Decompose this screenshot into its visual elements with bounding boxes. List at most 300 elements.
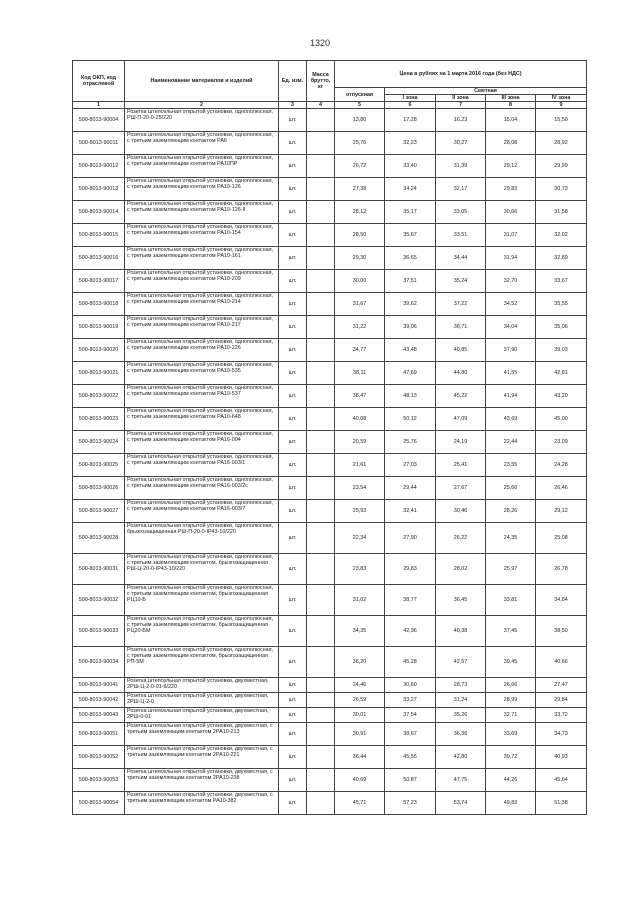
header-code: Код ОКП, код отраслевой: [73, 61, 125, 102]
table-cell-zone4-price: 45,00: [536, 408, 587, 431]
table-cell-zone2-price: 53,74: [436, 792, 486, 815]
table-cell-code: 500-8013-90011: [73, 132, 125, 155]
table-cell-name: Розетка штепсельная открытой установки, однополюсная, с третьим заземляющим контактом, брызгозащищенная РЦ10-Б: [125, 585, 279, 616]
table-cell-zone3-price: 37,45: [486, 616, 536, 647]
table-cell-code: 500-8013-90053: [73, 769, 125, 792]
table-cell-zone4-price: 26,78: [536, 554, 587, 585]
header-zone2: II зона: [436, 95, 486, 102]
table-row: [73, 362, 587, 385]
table-cell-zone4-price: 29,99: [536, 155, 587, 178]
table-cell-zone4-price: 45,64: [536, 769, 587, 792]
table-cell-zone2-price: 40,85: [436, 339, 486, 362]
table-cell-zone1-price: 45,28: [385, 647, 436, 678]
table-cell-zone4-price: 35,55: [536, 293, 587, 316]
table-cell-mass: [307, 293, 335, 316]
table-cell-unit: шт.: [279, 554, 307, 585]
table-cell-zone2-price: 45,22: [436, 385, 486, 408]
table-cell-code: 500-8013-90028: [73, 523, 125, 554]
table-cell-zone1-price: 29,83: [385, 554, 436, 585]
table-row: [73, 385, 587, 408]
table-cell-zone1-price: 29,44: [385, 477, 436, 500]
table-cell-zone4-price: 23,09: [536, 431, 587, 454]
table-cell-zone4-price: 33,72: [536, 708, 587, 723]
table-cell-release-price: 31,22: [335, 316, 385, 339]
table-cell-code: 500-8013-90054: [73, 792, 125, 815]
table-cell-mass: [307, 109, 335, 132]
table-row: [73, 247, 587, 270]
table-cell-code: 500-8013-90042: [73, 693, 125, 708]
table-cell-zone3-price: 28,26: [486, 500, 536, 523]
table-cell-mass: [307, 500, 335, 523]
table-cell-name: Розетка штепсельная открытой установки, однополюсная, с третьим заземляющим контактом РА6: [125, 132, 279, 155]
table-cell-release-price: 25,93: [335, 500, 385, 523]
table-cell-zone2-price: 47,75: [436, 769, 486, 792]
table-cell-zone4-price: 43,20: [536, 385, 587, 408]
table-cell-zone1-price: 17,28: [385, 109, 436, 132]
table-cell-name: Розетка штепсельная открытой установки, однополюсная, с третьим заземляющим контактом РА16-003/1: [125, 454, 279, 477]
table-cell-release-price: 30,01: [335, 708, 385, 723]
table-cell-release-price: 28,50: [335, 224, 385, 247]
table-cell-zone1-price: 45,55: [385, 746, 436, 769]
table-cell-mass: [307, 201, 335, 224]
table-cell-code: 500-8013-90012: [73, 155, 125, 178]
table-cell-unit: шт.: [279, 109, 307, 132]
table-row: [73, 554, 587, 585]
table-cell-release-price: 23,54: [335, 477, 385, 500]
table-cell-mass: [307, 454, 335, 477]
table-cell-mass: [307, 523, 335, 554]
table-cell-code: 500-8013-90023: [73, 408, 125, 431]
table-cell-unit: шт.: [279, 454, 307, 477]
table-cell-code: 500-8013-90015: [73, 224, 125, 247]
table-cell-zone2-price: 42,80: [436, 746, 486, 769]
table-cell-mass: [307, 408, 335, 431]
table-row: [73, 132, 587, 155]
table-cell-zone2-price: 33,05: [436, 201, 486, 224]
table-cell-mass: [307, 270, 335, 293]
header-zone4: IV зона: [536, 95, 587, 102]
table-cell-zone3-price: 34,04: [486, 316, 536, 339]
price-table: [72, 60, 587, 815]
header-name: Наименование материалов и изделий: [125, 61, 279, 102]
col-number: 3: [279, 102, 307, 109]
table-cell-mass: [307, 224, 335, 247]
header-zone1: I зона: [385, 95, 436, 102]
table-cell-name: Розетка штепсельная открытой установки, однополюсная, с третьим заземляющим контактом РА10-161: [125, 247, 279, 270]
header-estimate: Сметная: [385, 88, 587, 95]
table-cell-zone4-price: 32,02: [536, 224, 587, 247]
table-cell-unit: шт.: [279, 647, 307, 678]
table-cell-zone2-price: 36,71: [436, 316, 486, 339]
table-cell-zone1-price: 25,76: [385, 431, 436, 454]
table-cell-zone4-price: 29,84: [536, 693, 587, 708]
table-cell-zone1-price: 48,13: [385, 385, 436, 408]
table-cell-zone3-price: 34,52: [486, 293, 536, 316]
table-cell-unit: шт.: [279, 316, 307, 339]
table-cell-zone3-price: 23,55: [486, 454, 536, 477]
table-cell-zone4-price: 24,28: [536, 454, 587, 477]
table-row: [73, 769, 587, 792]
table-cell-mass: [307, 678, 335, 693]
table-cell-release-price: 22,34: [335, 523, 385, 554]
table-cell-zone4-price: 42,81: [536, 362, 587, 385]
col-number: 1: [73, 102, 125, 109]
table-cell-unit: шт.: [279, 201, 307, 224]
table-cell-release-price: 31,02: [335, 585, 385, 616]
table-row: [73, 293, 587, 316]
table-cell-mass: [307, 616, 335, 647]
table-cell-zone3-price: 33,81: [486, 585, 536, 616]
table-cell-zone2-price: 24,19: [436, 431, 486, 454]
table-cell-code: 500-8013-90041: [73, 678, 125, 693]
table-cell-release-price: 38,47: [335, 385, 385, 408]
table-cell-release-price: 20,59: [335, 431, 385, 454]
col-number: 2: [125, 102, 279, 109]
table-row: [73, 109, 587, 132]
table-cell-name: Розетка штепсельная открытой установки, однополюсная, с третьим заземляющим контактом РА10-214: [125, 293, 279, 316]
table-cell-release-price: 24,46: [335, 678, 385, 693]
table-cell-zone2-price: 30,46: [436, 500, 486, 523]
table-cell-zone1-price: 27,03: [385, 454, 436, 477]
table-cell-zone1-price: 33,40: [385, 155, 436, 178]
page-number: 1320: [309, 38, 331, 48]
table-cell-code: 500-8013-90032: [73, 585, 125, 616]
table-cell-unit: шт.: [279, 132, 307, 155]
table-cell-zone3-price: 33,69: [486, 723, 536, 746]
table-cell-zone4-price: 35,06: [536, 316, 587, 339]
table-row: [73, 678, 587, 693]
table-cell-mass: [307, 647, 335, 678]
table-cell-name: Розетка штепсельная открытой установки, двухместная, с третьим заземляющим контактом РА10-382: [125, 792, 279, 815]
table-cell-zone3-price: 28,08: [486, 132, 536, 155]
table-cell-unit: шт.: [279, 178, 307, 201]
table-cell-zone3-price: 43,69: [486, 408, 536, 431]
table-row: [73, 616, 587, 647]
table-row: [73, 585, 587, 616]
table-row: [73, 477, 587, 500]
table-cell-release-price: 45,71: [335, 792, 385, 815]
table-cell-zone4-price: 32,89: [536, 247, 587, 270]
table-cell-zone1-price: 50,12: [385, 408, 436, 431]
table-cell-zone3-price: 37,90: [486, 339, 536, 362]
table-cell-mass: [307, 585, 335, 616]
table-cell-zone2-price: 31,39: [436, 155, 486, 178]
table-cell-unit: шт.: [279, 678, 307, 693]
table-cell-unit: шт.: [279, 155, 307, 178]
table-cell-name: Розетка штепсельная открытой установки, двухместная, с третьим заземляющим контактом 2РА10-221: [125, 746, 279, 769]
table-cell-code: 500-8013-90004: [73, 109, 125, 132]
table-cell-unit: шт.: [279, 408, 307, 431]
table-cell-zone4-price: 15,50: [536, 109, 587, 132]
table-cell-unit: шт.: [279, 746, 307, 769]
table-cell-mass: [307, 792, 335, 815]
table-row: [73, 746, 587, 769]
table-cell-name: Розетка штепсельная открытой установки, однополюсная, РШ-П-20-0-25/220: [125, 109, 279, 132]
table-row: [73, 723, 587, 746]
table-cell-zone2-price: 34,44: [436, 247, 486, 270]
table-cell-zone1-price: 32,23: [385, 132, 436, 155]
table-cell-release-price: 26,72: [335, 155, 385, 178]
table-cell-zone4-price: 31,58: [536, 201, 587, 224]
table-cell-zone2-price: 35,26: [436, 708, 486, 723]
table-row: [73, 178, 587, 201]
table-cell-unit: шт.: [279, 385, 307, 408]
table-cell-zone2-price: 42,57: [436, 647, 486, 678]
table-cell-unit: шт.: [279, 247, 307, 270]
col-number: 4: [307, 102, 335, 109]
table-cell-code: 500-8013-90018: [73, 293, 125, 316]
table-cell-zone2-price: 26,22: [436, 523, 486, 554]
table-cell-zone3-price: 39,72: [486, 746, 536, 769]
table-cell-name: Розетка штепсельная открытой установки, однополюсная, с третьим заземляющим контактом РА10-209: [125, 270, 279, 293]
table-cell-zone1-price: 38,77: [385, 585, 436, 616]
table-row: [73, 708, 587, 723]
table-cell-zone3-price: 22,44: [486, 431, 536, 454]
table-cell-zone3-price: 31,07: [486, 224, 536, 247]
table-cell-zone2-price: 30,27: [436, 132, 486, 155]
table-cell-release-price: 30,00: [335, 270, 385, 293]
table-cell-name: Розетка штепсельная открытой установки, однополюсная, с третьим заземляющим контактом РА16-003/7: [125, 500, 279, 523]
table-cell-zone2-price: 36,36: [436, 723, 486, 746]
table-cell-zone2-price: 25,41: [436, 454, 486, 477]
table-cell-unit: шт.: [279, 585, 307, 616]
table-cell-name: Розетка штепсельная открытой установки, двухместная, 2РШ-0-01: [125, 708, 279, 723]
table-cell-zone1-price: 37,51: [385, 270, 436, 293]
table-cell-name: Розетка штепсельная открытой установки, двухместная, 2РШ-Ц-2-0-01-6/220: [125, 678, 279, 693]
table-row: [73, 792, 587, 815]
table-cell-code: 500-8013-90034: [73, 647, 125, 678]
table-cell-name: Розетка штепсельная открытой установки, однополюсная, с третьим заземляющим контактом РА10-226: [125, 339, 279, 362]
table-cell-name: Розетка штепсельная открытой установки, двухместная, 2РШ-Ц-2-0: [125, 693, 279, 708]
table-cell-name: Розетка штепсельная открытой установки, однополюсная, с третьим заземляющим контактом РА10ПР: [125, 155, 279, 178]
table-cell-release-price: 21,61: [335, 454, 385, 477]
table-row: [73, 408, 587, 431]
table-row: [73, 316, 587, 339]
table-cell-zone3-price: 15,04: [486, 109, 536, 132]
table-cell-zone4-price: 30,73: [536, 178, 587, 201]
table-cell-code: 500-8013-90033: [73, 616, 125, 647]
table-row: [73, 454, 587, 477]
table-cell-unit: шт.: [279, 224, 307, 247]
table-cell-name: Розетка штепсельная открытой установки, однополюсная, с третьим заземляющим контактом, брызгозащищенная РП-5М: [125, 647, 279, 678]
table-cell-release-price: 40,08: [335, 408, 385, 431]
table-cell-unit: шт.: [279, 431, 307, 454]
col-number: 9: [536, 102, 587, 109]
table-row: [73, 339, 587, 362]
table-cell-unit: шт.: [279, 270, 307, 293]
table-cell-zone4-price: 25,08: [536, 523, 587, 554]
table-cell-unit: шт.: [279, 723, 307, 746]
table-cell-zone1-price: 35,67: [385, 224, 436, 247]
table-cell-zone1-price: 34,24: [385, 178, 436, 201]
table-cell-release-price: 25,76: [335, 132, 385, 155]
table-cell-name: Розетка штепсельная открытой установки, однополюсная, с третьим заземляющим контактом РА16-004: [125, 431, 279, 454]
table-cell-code: 500-8013-90013: [73, 178, 125, 201]
col-number: 8: [486, 102, 536, 109]
table-cell-zone1-price: 32,41: [385, 500, 436, 523]
table-cell-zone2-price: 31,24: [436, 693, 486, 708]
table-cell-zone4-price: 27,47: [536, 678, 587, 693]
table-cell-zone1-price: 50,87: [385, 769, 436, 792]
table-cell-zone2-price: 37,22: [436, 293, 486, 316]
table-cell-zone4-price: 26,46: [536, 477, 587, 500]
table-cell-mass: [307, 339, 335, 362]
table-cell-zone4-price: 34,84: [536, 585, 587, 616]
table-cell-code: 500-8013-90022: [73, 385, 125, 408]
header-unit: Ед. изм.: [279, 61, 307, 102]
table-cell-zone1-price: 36,65: [385, 247, 436, 270]
table-row: [73, 155, 587, 178]
table-cell-mass: [307, 247, 335, 270]
table-cell-zone4-price: 39,03: [536, 339, 587, 362]
table-cell-release-price: 38,11: [335, 362, 385, 385]
table-cell-code: 500-8013-90016: [73, 247, 125, 270]
table-cell-mass: [307, 178, 335, 201]
table-cell-zone2-price: 47,09: [436, 408, 486, 431]
table-cell-mass: [307, 477, 335, 500]
table-cell-zone4-price: 51,38: [536, 792, 587, 815]
table-cell-code: 500-8013-90021: [73, 362, 125, 385]
table-cell-zone4-price: 34,73: [536, 723, 587, 746]
table-cell-zone2-price: 40,38: [436, 616, 486, 647]
table-row: [73, 431, 587, 454]
table-row: [73, 523, 587, 554]
table-cell-name: Розетка штепсельная открытой установки, однополюсная, с третьим заземляющим контактом РА16-003/2с: [125, 477, 279, 500]
table-cell-zone2-price: 28,02: [436, 554, 486, 585]
table-cell-release-price: 36,44: [335, 746, 385, 769]
table-cell-zone3-price: 25,97: [486, 554, 536, 585]
table-cell-zone4-price: 29,12: [536, 500, 587, 523]
col-number: 6: [385, 102, 436, 109]
table-cell-zone1-price: 27,90: [385, 523, 436, 554]
table-cell-zone2-price: 32,17: [436, 178, 486, 201]
table-cell-code: 500-8013-90014: [73, 201, 125, 224]
table-cell-mass: [307, 431, 335, 454]
table-cell-zone2-price: 33,51: [436, 224, 486, 247]
table-cell-mass: [307, 708, 335, 723]
table-cell-zone4-price: 40,66: [536, 647, 587, 678]
table-cell-zone2-price: 35,24: [436, 270, 486, 293]
table-cell-zone4-price: 40,93: [536, 746, 587, 769]
table-cell-release-price: 23,83: [335, 554, 385, 585]
table-cell-zone2-price: 36,45: [436, 585, 486, 616]
table-row: [73, 647, 587, 678]
table-cell-zone1-price: 42,96: [385, 616, 436, 647]
table-cell-unit: шт.: [279, 362, 307, 385]
table-cell-zone1-price: 38,67: [385, 723, 436, 746]
col-number: 5: [335, 102, 385, 109]
table-cell-release-price: 34,77: [335, 339, 385, 362]
table-cell-code: 500-8013-90026: [73, 477, 125, 500]
table-cell-zone1-price: 37,54: [385, 708, 436, 723]
table-row: [73, 500, 587, 523]
table-cell-unit: шт.: [279, 769, 307, 792]
table-cell-mass: [307, 746, 335, 769]
table-cell-unit: шт.: [279, 708, 307, 723]
table-cell-zone2-price: 16,23: [436, 109, 486, 132]
table-cell-unit: шт.: [279, 339, 307, 362]
table-cell-zone3-price: 41,94: [486, 385, 536, 408]
table-cell-release-price: 13,80: [335, 109, 385, 132]
table-cell-code: 500-8013-90020: [73, 339, 125, 362]
table-cell-zone3-price: 24,35: [486, 523, 536, 554]
table-row: [73, 201, 587, 224]
table-cell-zone3-price: 32,70: [486, 270, 536, 293]
table-cell-unit: шт.: [279, 616, 307, 647]
table-cell-code: 500-8013-90024: [73, 431, 125, 454]
table-cell-mass: [307, 693, 335, 708]
table-cell-unit: шт.: [279, 792, 307, 815]
table-cell-mass: [307, 155, 335, 178]
table-cell-release-price: 36,20: [335, 647, 385, 678]
table-cell-name: Розетка штепсельная открытой установки, однополюсная, с третьим заземляющим контактом РА10-537: [125, 385, 279, 408]
table-cell-code: 500-8013-90043: [73, 708, 125, 723]
table-cell-name: Розетка штепсельная открытой установки, однополюсная, с третьим заземляющим контактом РА10-154: [125, 224, 279, 247]
table-cell-zone1-price: 39,06: [385, 316, 436, 339]
table-cell-code: 500-8013-90025: [73, 454, 125, 477]
table-cell-zone3-price: 44,26: [486, 769, 536, 792]
table-cell-zone1-price: 47,69: [385, 362, 436, 385]
table-cell-mass: [307, 362, 335, 385]
table-cell-zone1-price: 30,60: [385, 678, 436, 693]
table-cell-release-price: 29,30: [335, 247, 385, 270]
table-cell-code: 500-8013-90051: [73, 723, 125, 746]
table-cell-name: Розетка штепсельная открытой установки, однополюсная, с третьим заземляющим контактом, брызгозащищенная РШ-Ц-20-0-IP43-10/220: [125, 554, 279, 585]
table-cell-code: 500-8013-90031: [73, 554, 125, 585]
table-cell-release-price: 26,59: [335, 693, 385, 708]
header-mass: Масса брутто, кг: [307, 61, 335, 102]
table-cell-zone3-price: 49,83: [486, 792, 536, 815]
table-cell-code: 500-8013-90052: [73, 746, 125, 769]
table-row: [73, 270, 587, 293]
table-cell-unit: шт.: [279, 500, 307, 523]
table-cell-name: Розетка штепсельная открытой установки, однополюсная, с третьим заземляющим контактом РА10-126-II: [125, 201, 279, 224]
table-cell-name: Розетка штепсельная открытой установки, однополюсная, с третьим заземляющим контактом РА10-126: [125, 178, 279, 201]
table-cell-unit: шт.: [279, 293, 307, 316]
table-cell-mass: [307, 554, 335, 585]
table-row: [73, 224, 587, 247]
table-row: [73, 693, 587, 708]
table-cell-zone2-price: 27,67: [436, 477, 486, 500]
table-cell-release-price: 28,12: [335, 201, 385, 224]
table-cell-zone3-price: 28,99: [486, 693, 536, 708]
table-cell-code: 500-8013-90017: [73, 270, 125, 293]
table-cell-release-price: 30,91: [335, 723, 385, 746]
table-cell-zone1-price: 39,62: [385, 293, 436, 316]
table-cell-unit: шт.: [279, 693, 307, 708]
table-cell-release-price: 27,38: [335, 178, 385, 201]
table-cell-name: Розетка штепсельная открытой установки, однополюсная, с третьим заземляющим контактом РА10-217: [125, 316, 279, 339]
header-zone3: III зона: [486, 95, 536, 102]
table-cell-code: 500-8013-90019: [73, 316, 125, 339]
table-cell-name: Розетка штепсельная открытой установки, двухместная, с третьим заземляющим контактом 2РА10-238: [125, 769, 279, 792]
table-cell-zone3-price: 39,45: [486, 647, 536, 678]
table-cell-code: 500-8013-90027: [73, 500, 125, 523]
table-cell-unit: шт.: [279, 523, 307, 554]
col-number: 7: [436, 102, 486, 109]
table-cell-zone3-price: 29,83: [486, 178, 536, 201]
table-cell-zone3-price: 32,71: [486, 708, 536, 723]
table-cell-name: Розетка штепсельная открытой установки, однополюсная, брызгозащищенная РШ-П-20-0-IP43-10/220: [125, 523, 279, 554]
table-cell-zone1-price: 43,48: [385, 339, 436, 362]
table-cell-zone4-price: 28,92: [536, 132, 587, 155]
table-cell-zone4-price: 33,67: [536, 270, 587, 293]
table-cell-zone3-price: 29,12: [486, 155, 536, 178]
table-cell-mass: [307, 132, 335, 155]
table-cell-mass: [307, 723, 335, 746]
table-cell-release-price: 34,35: [335, 616, 385, 647]
table-cell-name: Розетка штепсельная открытой установки, однополюсная, с третьим заземляющим контактом, брызгозащищенная РЦ20-БМ: [125, 616, 279, 647]
